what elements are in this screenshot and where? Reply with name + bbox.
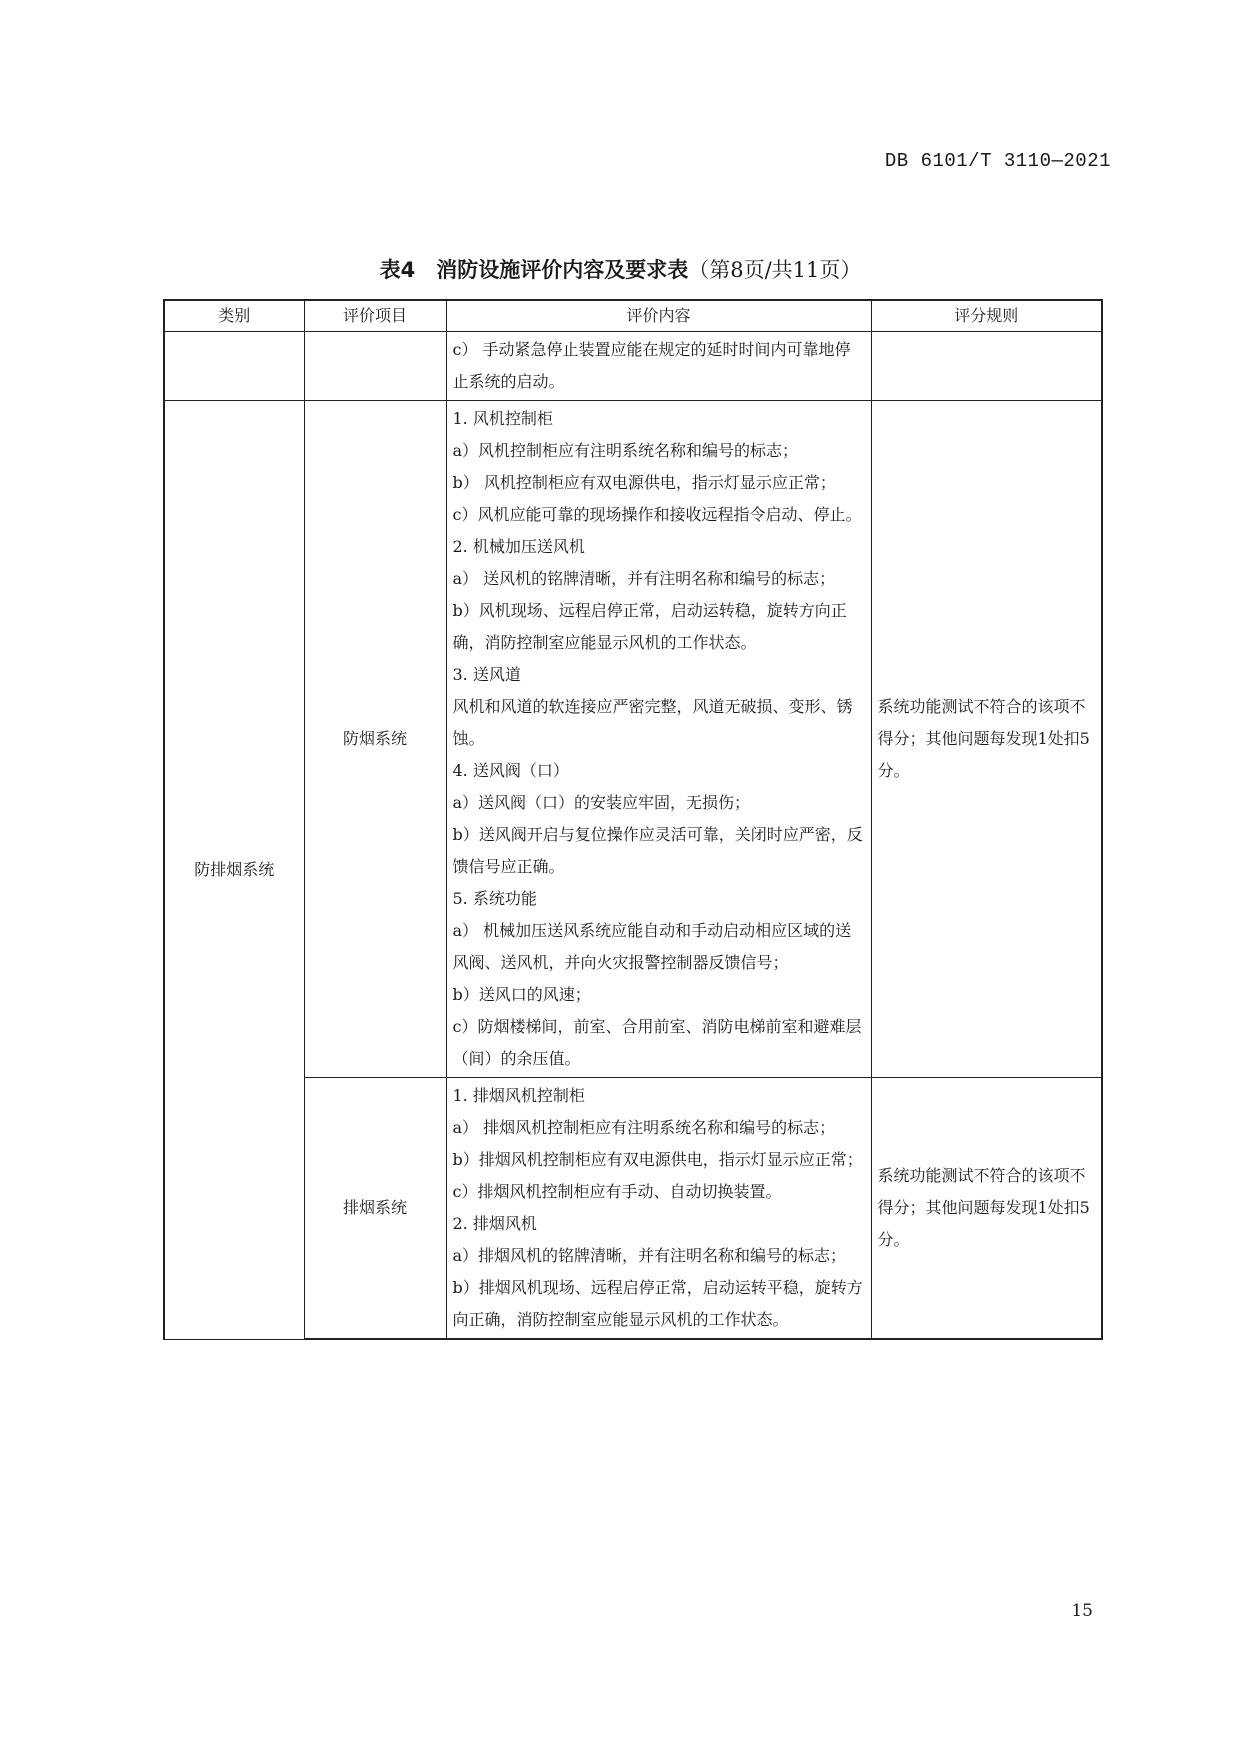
evaluation-table (163, 299, 1103, 1340)
table-row-smoke-exhaust (164, 1078, 1102, 1340)
content-line: a）风机控制柜应有注明系统名称和编号的标志； (452, 441, 799, 460)
content-line: 3. 送风道 (452, 665, 521, 684)
content-line: b）风机现场、远程启停正常，启动运转稳，旋转方向正确，消防控制室应能显示风机的工作状态。 (452, 601, 847, 652)
content-line: b）排烟风机现场、远程启停正常，启动运转平稳，旋转方向正确，消防控制室应能显示风机的工作状态。 (452, 1278, 863, 1329)
document-code: DB 6101/T 3110—2021 (884, 150, 1111, 172)
column-header-item: 评价项目 (304, 300, 446, 332)
cell-item-continued (304, 332, 446, 401)
cell-item-smoke-prevention: 防烟系统 (304, 401, 446, 1078)
cell-content-continued (446, 332, 871, 401)
content-line: c）防烟楼梯间，前室、合用前室、消防电梯前室和避难层（间）的余压值。 (452, 1017, 862, 1068)
content-line: c） 手动紧急停止装置应能在规定的延时时间内可靠地停止系统的启动。 (452, 340, 851, 391)
content-line: a） 机械加压送风系统应能自动和手动启动相应区域的送风阀、送风机，并向火灾报警控制器反馈信号； (452, 921, 852, 972)
content-line: b） 风机控制柜应有双电源供电，指示灯显示应正常； (452, 473, 836, 492)
content-line: b）送风阀开启与复位操作应灵活可靠，关闭时应严密，反馈信号应正确。 (452, 825, 863, 876)
content-line: a） 排烟风机控制柜应有注明系统名称和编号的标志； (452, 1118, 836, 1137)
column-header-rule: 评分规则 (871, 300, 1102, 332)
table-page-note: （第8页/共11页） (688, 258, 862, 282)
cell-rule-smoke-exhaust: 系统功能测试不符合的该项不得分；其他问题每发现1处扣5分。 (871, 1078, 1102, 1340)
content-line: a）送风阀（口）的安装应牢固，无损伤； (452, 793, 751, 812)
content-line: b）送风口的风速； (452, 985, 591, 1004)
content-line: b）排烟风机控制柜应有双电源供电，指示灯显示应正常； (452, 1150, 863, 1169)
content-line: 2. 排烟风机 (452, 1214, 537, 1233)
cell-rule-smoke-prevention: 系统功能测试不符合的该项不得分；其他问题每发现1处扣5分。 (871, 401, 1102, 1078)
content-line: a） 送风机的铭牌清晰，并有注明名称和编号的标志； (452, 569, 836, 588)
cell-content-smoke-exhaust (446, 1078, 871, 1340)
content-line: a）排烟风机的铭牌清晰，并有注明名称和编号的标志； (452, 1246, 847, 1265)
table-header-row (164, 300, 1102, 332)
content-line: 风机和风道的软连接应严密完整，风道无破损、变形、锈蚀。 (452, 697, 853, 748)
column-header-category: 类别 (164, 300, 304, 332)
content-line: 5. 系统功能 (452, 889, 537, 908)
table-row-continued (164, 332, 1102, 401)
cell-item-smoke-exhaust: 排烟系统 (304, 1078, 446, 1340)
cell-rule-continued (871, 332, 1102, 401)
column-header-content: 评价内容 (446, 300, 871, 332)
table-title-main: 表4 消防设施评价内容及要求表 (379, 258, 689, 282)
cell-category-main: 防排烟系统 (164, 401, 304, 1340)
content-line: 4. 送风阀（口） (452, 761, 569, 780)
content-line: 2. 机械加压送风机 (452, 537, 585, 556)
table-row-smoke-prevention (164, 401, 1102, 1078)
cell-content-smoke-prevention (446, 401, 871, 1078)
content-line: 1. 排烟风机控制柜 (452, 1086, 585, 1105)
content-line: c）风机应能可靠的现场操作和接收远程指令启动、停止。 (452, 505, 862, 524)
content-line: c）排烟风机控制柜应有手动、自动切换装置。 (452, 1182, 782, 1201)
page-number: 15 (1071, 1601, 1093, 1621)
cell-category-continued (164, 332, 304, 401)
table-title (0, 254, 1241, 284)
content-line: 1. 风机控制柜 (452, 409, 553, 428)
